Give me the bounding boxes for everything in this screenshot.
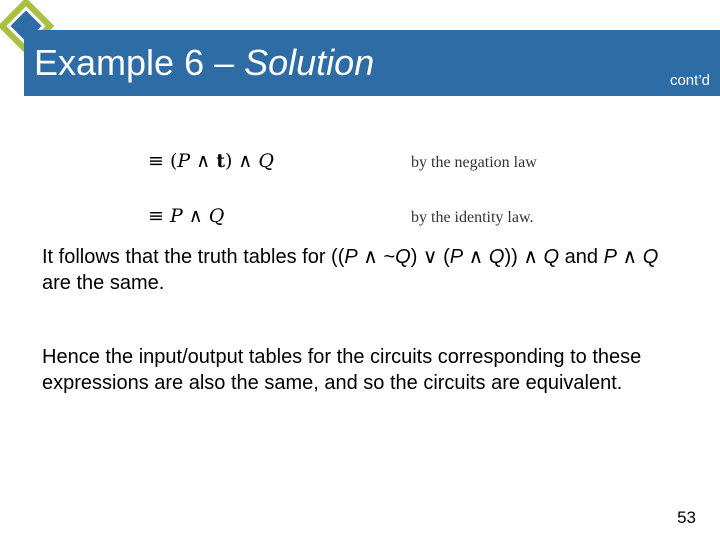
- step-2-expression: [148, 205, 224, 227]
- var-p: P: [177, 150, 191, 172]
- and-operator: ∧: [232, 150, 259, 172]
- paren-close: ): [224, 150, 233, 172]
- step-1-reason: by the negation law: [411, 154, 537, 171]
- page-number: 53: [677, 508, 696, 527]
- step-1-expression: [148, 150, 274, 172]
- and-operator: ∧: [190, 150, 217, 172]
- step-2-reason: by the identity law.: [411, 209, 534, 226]
- title-bar: [24, 30, 720, 96]
- tautology-t: t: [216, 150, 225, 172]
- derivation-step-2: [148, 205, 578, 235]
- paren-open: (: [169, 150, 178, 172]
- slide-title: [34, 42, 374, 84]
- equiv-symbol: ≡: [148, 150, 164, 172]
- conclusion-paragraph: It follows that the truth tables for ((P ∧ ~Q) ∨ (P ∧ Q)) ∧ Q and P ∧ Q are the same.: [42, 246, 659, 294]
- continued-label: cont’d: [669, 72, 710, 89]
- var-q: Q: [208, 205, 225, 227]
- derivation-step-1: [148, 150, 578, 180]
- and-operator: ∧: [182, 205, 209, 227]
- var-q: Q: [258, 150, 274, 172]
- title-emphasis: Solution: [244, 42, 375, 83]
- title-prefix: Example 6 –: [34, 42, 245, 83]
- var-p: P: [169, 205, 183, 227]
- equiv-symbol: ≡: [148, 205, 164, 227]
- equivalence-paragraph: Hence the input/output tables for the circuits corresponding to these expressions are also the same, and so the circuits are equivalent.: [42, 346, 642, 394]
